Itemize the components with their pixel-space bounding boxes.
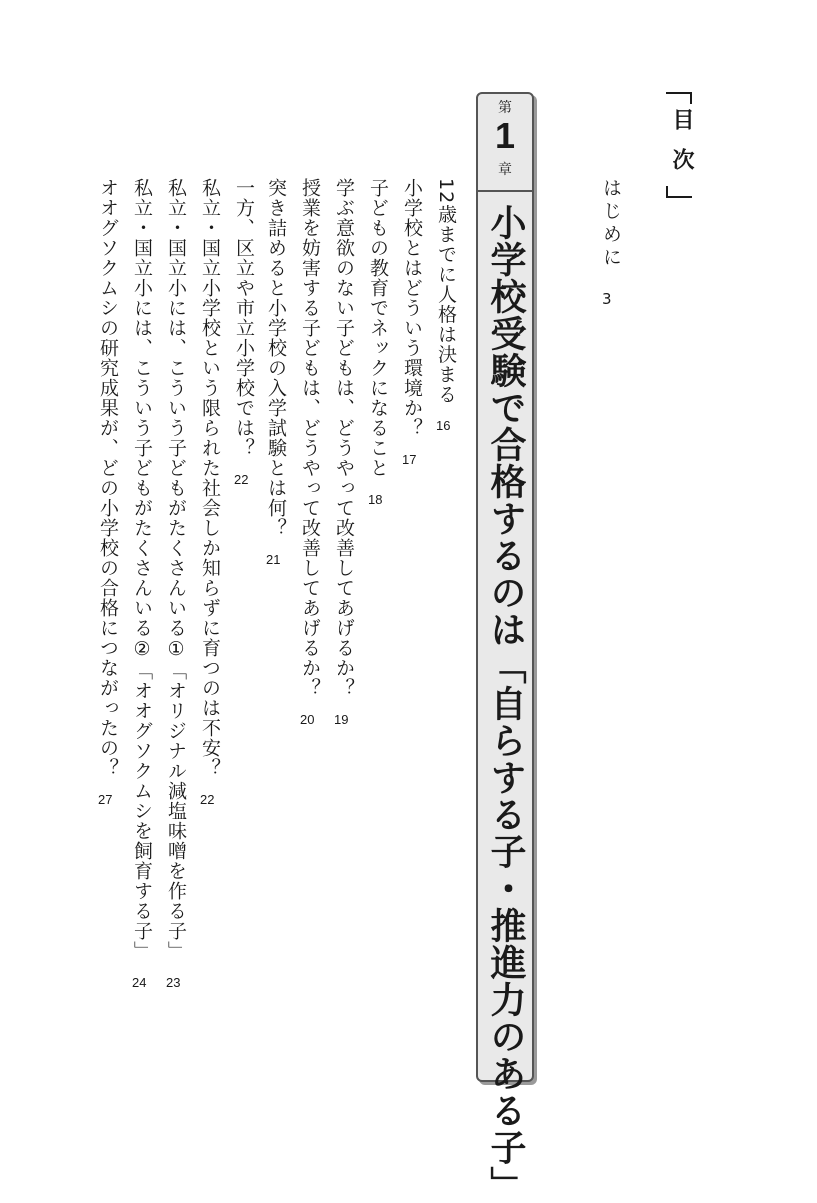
- toc-entry-title[interactable]: 突き詰めると小学校の入学試験とは何？: [265, 178, 287, 538]
- toc-heading-label: 目次: [669, 108, 694, 188]
- toc-entry-title[interactable]: 一方、区立や市立小学校では？: [233, 178, 255, 458]
- chapter-number: 1: [494, 115, 516, 156]
- bracket-close: [666, 186, 692, 198]
- toc-entry-title[interactable]: 小学校とはどういう環境か？: [401, 178, 423, 438]
- toc-entry-page-number: 20: [300, 712, 315, 727]
- chapter-number-block: [478, 94, 532, 192]
- toc-entry-title[interactable]: 学ぶ意欲のない子どもは、どうやって改善してあげるか？: [333, 178, 355, 698]
- chapter-title[interactable]: 小学校受験で合格するのは「自らする子・推進力のある子」: [485, 204, 526, 1203]
- toc-entry-page-number: 22: [234, 472, 249, 487]
- toc-entry-page-number: 22: [200, 792, 215, 807]
- chapter-heading-box: [476, 92, 534, 1203]
- toc-entry-page-number: 27: [98, 792, 113, 807]
- toc-entry-title[interactable]: 私立・国立小には、こういう子どもがたくさんいる①「オリジナル減塩味噌を作る子」: [165, 178, 187, 961]
- intro-title[interactable]: はじめに: [600, 178, 622, 270]
- toc-entry-title[interactable]: 子どもの教育でネックになること: [367, 178, 389, 478]
- toc-entry-page-number: 16: [436, 418, 451, 434]
- toc-entry-page-number: 23: [166, 975, 181, 990]
- toc-entry-title[interactable]: 授業を妨害する子どもは、どうやって改善してあげるか？: [299, 178, 321, 698]
- chapter-prefix: 第: [498, 100, 512, 116]
- intro-page-number: 3: [602, 290, 612, 308]
- toc-entry-page-number: 18: [368, 492, 383, 507]
- toc-entry-page-number: 17: [402, 452, 417, 467]
- toc-entry-title[interactable]: 12歳までに人格は決まる: [435, 178, 457, 405]
- toc-entry-page-number: 21: [266, 552, 281, 567]
- toc-entry-title[interactable]: 私立・国立小学校という限られた社会しか知らずに育つのは不安？: [199, 178, 221, 778]
- toc-entry-page-number: 24: [132, 975, 147, 990]
- toc-entry-title[interactable]: 私立・国立小には、こういう子どもがたくさんいる②「オオグソクムシを飼育する子」: [131, 178, 153, 961]
- toc-entry-page-number: 19: [334, 712, 349, 727]
- toc-heading: [660, 92, 700, 198]
- chapter-suffix: 章: [498, 162, 512, 178]
- toc-entry-title[interactable]: オオグソクムシの研究成果が、どの小学校の合格につながったの？: [97, 178, 119, 778]
- bracket-open: [666, 92, 692, 104]
